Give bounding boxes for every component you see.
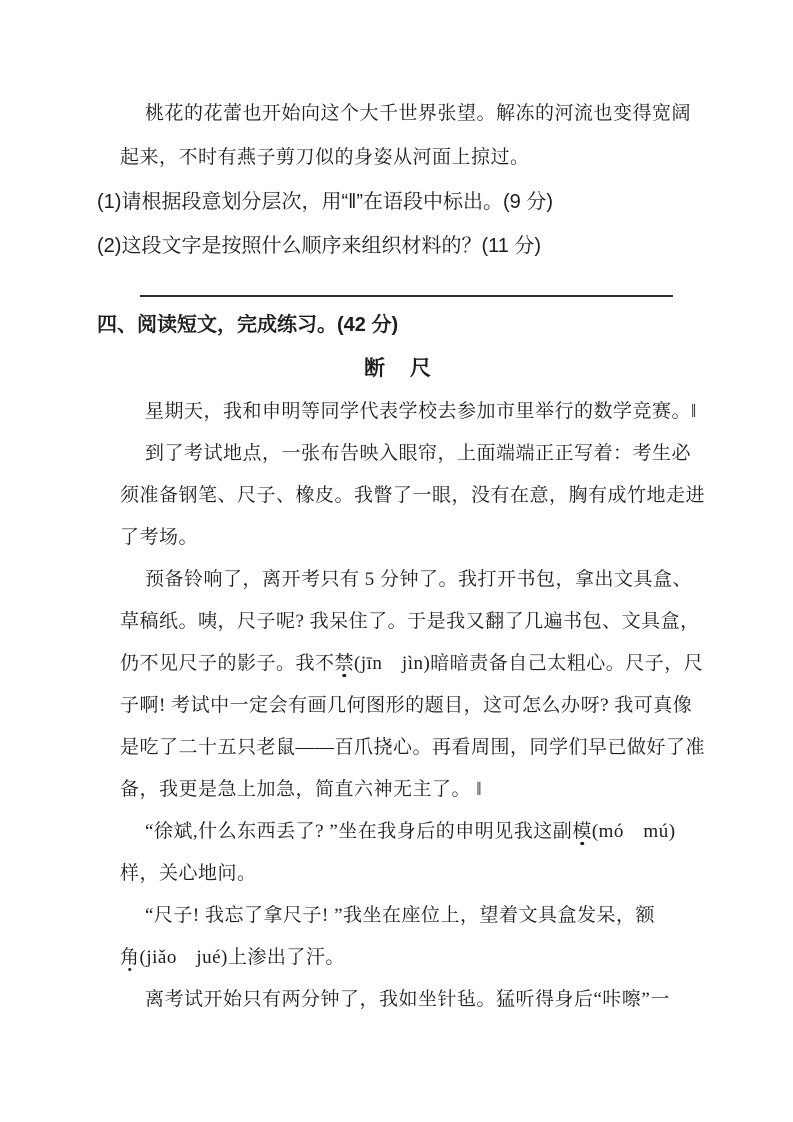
essay-title: 断 尺 — [364, 357, 433, 380]
section-heading: 四、阅读短文，完成练习。(42 分) — [97, 314, 399, 336]
essay-line: 是吃了二十五只老鼠——百爪挠心。再看周围，同学们早已做好了准 — [120, 737, 706, 758]
essay-line: 草稿纸。咦，尺子呢? 我呆住了。于是我又翻了几遍书包、文具盒， — [120, 611, 700, 632]
essay-line: 了考场。 — [120, 527, 199, 548]
question-2: (2)这段文字是按照什么顺序来组织材料的？(11 分) — [97, 235, 542, 257]
passage-line: 起来，不时有燕子剪刀似的身姿从河面上掠过。 — [120, 147, 530, 168]
essay-line: 须准备钢笔、尺子、橡皮。我瞥了一眼，没有在意，胸有成竹地走进 — [120, 485, 706, 506]
question-1: (1)请根据段意划分层次，用“‖”在语段中标出。(9 分) — [97, 191, 554, 213]
essay-line: “徐斌,什么东西丢了? ”坐在我身后的申明见我这副模(mó mú) — [145, 821, 676, 842]
pronunciation-choice-char: 禁 — [334, 653, 355, 674]
essay-body — [120, 391, 706, 1021]
section-four — [97, 303, 706, 1021]
essay-line: “尺子! 我忘了拿尺子! ”我坐在座位上，望着文具盒发呆，额 — [145, 905, 656, 926]
pronunciation-choice-char: 模 — [572, 821, 592, 842]
essay-line: 预备铃响了，离开考只有 5 分钟了。我打开书包，拿出文具盒、 — [145, 569, 693, 590]
essay-line: 角(jiǎo jué)上渗出了汗。 — [120, 947, 345, 968]
essay-line: 样，关心地问。 — [120, 863, 257, 884]
answer-blank-line[interactable] — [140, 268, 673, 297]
essay-line: 子啊! 考试中一定会有画几何图形的题目，这可怎么办呀? 我可真像 — [120, 695, 693, 716]
essay-line: 离考试开始只有两分钟了，我如坐针毡。猛听得身后“咔嚓”一 — [145, 989, 670, 1010]
top-passage — [97, 92, 692, 268]
pronunciation-choice-char: 角 — [120, 947, 140, 968]
essay-line: 星期天，我和申明等同学代表学校去参加市里举行的数学竞赛。‖ — [145, 401, 697, 422]
essay-line: 备，我更是急上加急，简直六神无主了。 ‖ — [120, 779, 483, 800]
passage-line: 桃花的花蕾也开始向这个大千世界张望。解冻的河流也变得宽阔 — [145, 103, 692, 124]
essay-line: 到了考试地点，一张布告映入眼帘，上面端端正正写着：考生必 — [145, 443, 692, 464]
essay-line: 仍不见尺子的影子。我不禁(jīn jìn)暗暗责备自己太粗心。尺子，尺 — [120, 653, 704, 674]
